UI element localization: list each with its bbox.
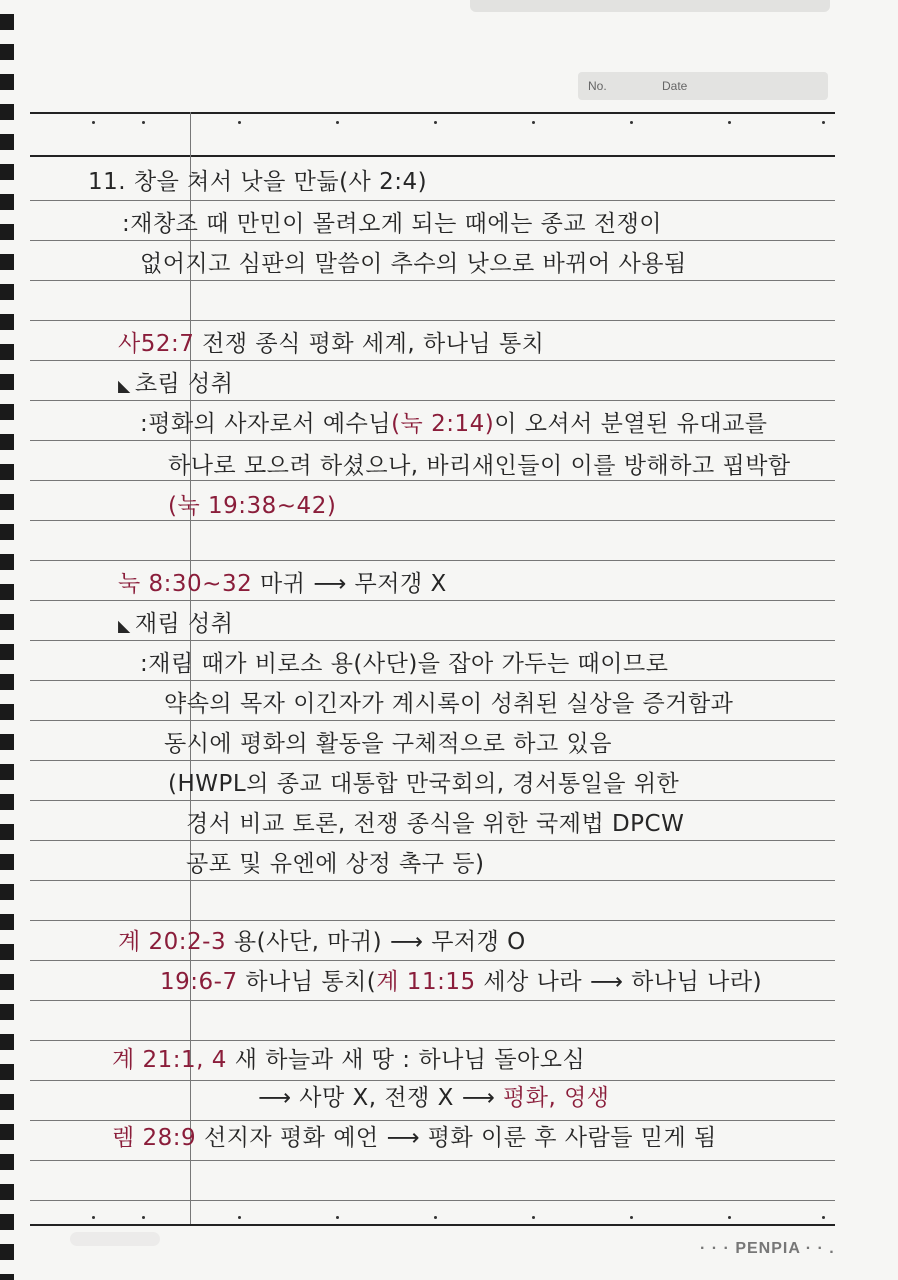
ruled-line [30,1040,835,1041]
note-text: 전쟁 종식 평화 세계, 하나님 통치 [194,331,545,357]
note-line [140,250,687,278]
note-text: 동시에 평화의 활동을 구체적으로 하고 있음 [164,731,612,757]
ruled-line [30,840,835,841]
grid-dot [434,1216,437,1219]
note-line [118,370,234,400]
grid-dot [728,1216,731,1219]
ruled-line [30,155,835,157]
scripture-ref: (눅 19:38~42) [168,493,337,519]
grid-dot [822,1216,825,1219]
note-text: 선지자 평화 예언 ⟶ 평화 이룬 후 사람들 믿게 됨 [196,1125,717,1151]
ruled-line [30,400,835,401]
note-line [186,810,684,838]
note-line [164,730,612,758]
ruled-line [30,200,835,201]
note-text: 하나로 모으려 하셨으나, 바리새인들이 이를 방해하고 핍박함 [168,453,791,479]
note-line [164,690,733,718]
note-line [118,610,234,640]
note-text: 마귀 ⟶ 무저갱 X [252,571,447,597]
note-line [112,1046,585,1074]
ruled-line [30,360,835,361]
ruled-line [30,760,835,761]
spiral-binding [0,0,14,1280]
grid-dot [434,121,437,124]
scripture-ref: 사52:7 [118,331,195,357]
grid-dot [630,1216,633,1219]
note-text: 재림 성취 [134,611,234,637]
ruled-line [30,680,835,681]
brand-logo: · · · PENPIA · · . [700,1240,835,1257]
grid-dot [728,121,731,124]
note-text: 약속의 목자 이긴자가 계시록이 성취된 실상을 증거함과 [164,691,734,717]
ruled-line [30,1000,835,1001]
ruled-line [30,1160,835,1161]
ruled-line [30,600,835,601]
scripture-ref: (눅 2:14) [391,411,495,437]
grid-dot [92,1216,95,1219]
note-text: 하나님 통치( [237,969,377,995]
ruled-line [30,960,835,961]
ruled-line [30,240,835,241]
note-text: 경서 비교 토론, 전쟁 종식을 위한 국제법 DPCW [186,811,685,837]
scripture-ref: 계 11:15 [376,969,476,995]
grid-dot [532,1216,535,1219]
scripture-ref: 19:6-7 [160,969,238,995]
grid-dot [238,121,241,124]
note-text: 11. 창을 쳐서 낫을 만듦(사 2:4) [88,169,428,195]
scripture-ref: 눅 8:30~32 [118,571,253,597]
note-text: :재림 때가 비로소 용(사단)을 잡아 가두는 때이므로 [140,651,669,677]
triangle-bullet-icon: ◣ [118,376,131,395]
note-line [168,452,791,480]
note-text: 공포 및 유엔에 상정 촉구 등) [186,851,485,877]
note-line [160,968,762,996]
note-text: ⟶ 사망 X, 전쟁 X ⟶ [258,1085,504,1111]
grid-dot [336,121,339,124]
grid-dot [92,121,95,124]
grid-dot [336,1216,339,1219]
grid-dot [142,121,145,124]
ruled-line [30,1120,835,1121]
note-text: 이 오셔서 분열된 유대교를 [494,411,768,437]
scripture-ref: 계 21:1, 4 [112,1047,227,1073]
ruled-line [30,280,835,281]
note-line [258,1084,610,1112]
note-line [122,210,662,238]
grid-dot [142,1216,145,1219]
ruled-line [30,480,835,481]
note-line [118,928,526,956]
note-text: 새 하늘과 새 땅 : 하나님 돌아오심 [226,1047,586,1073]
note-text: :평화의 사자로서 예수님 [140,411,392,437]
ruled-line [30,1080,835,1081]
note-line [118,330,544,358]
grid-dot [630,121,633,124]
ruled-line [30,920,835,921]
top-rule [30,112,835,114]
note-text: :재창조 때 만민이 몰려오게 되는 때에는 종교 전쟁이 [122,211,663,237]
ruled-line [30,520,835,521]
grid-dot [532,121,535,124]
bottom-rule [30,1224,835,1226]
date-label: Date [662,79,688,93]
note-line [112,1124,717,1152]
note-text: 없어지고 심판의 말씀이 추수의 낫으로 바뀌어 사용됨 [140,251,687,277]
note-text: 용(사단, 마귀) ⟶ 무저갱 O [226,929,526,955]
ruled-line [30,720,835,721]
note-line [168,492,336,520]
note-line [140,410,768,438]
note-line [88,168,427,196]
ruled-line [30,880,835,881]
ruled-line [30,560,835,561]
page-shadow [470,0,830,12]
ruled-line [30,320,835,321]
note-line [118,570,447,598]
ruled-line [30,640,835,641]
no-date-header [578,72,828,100]
grid-dot [822,121,825,124]
footer-smudge [70,1232,160,1246]
triangle-bullet-icon: ◣ [118,616,131,635]
note-line [140,650,668,678]
grid-dot [238,1216,241,1219]
note-text: 세상 나라 ⟶ 하나님 나라) [475,969,763,995]
note-line [186,850,484,878]
note-text: (HWPL의 종교 대통합 만국회의, 경서통일을 위한 [168,771,680,797]
no-label: No. [588,79,607,93]
note-line [168,770,679,798]
scripture-ref: 계 20:2-3 [118,929,227,955]
ruled-line [30,1200,835,1201]
ruled-line [30,800,835,801]
note-text: 초림 성취 [134,371,234,397]
highlight-text: 평화, 영생 [503,1085,610,1111]
ruled-line [30,440,835,441]
scripture-ref: 렘 28:9 [112,1125,197,1151]
